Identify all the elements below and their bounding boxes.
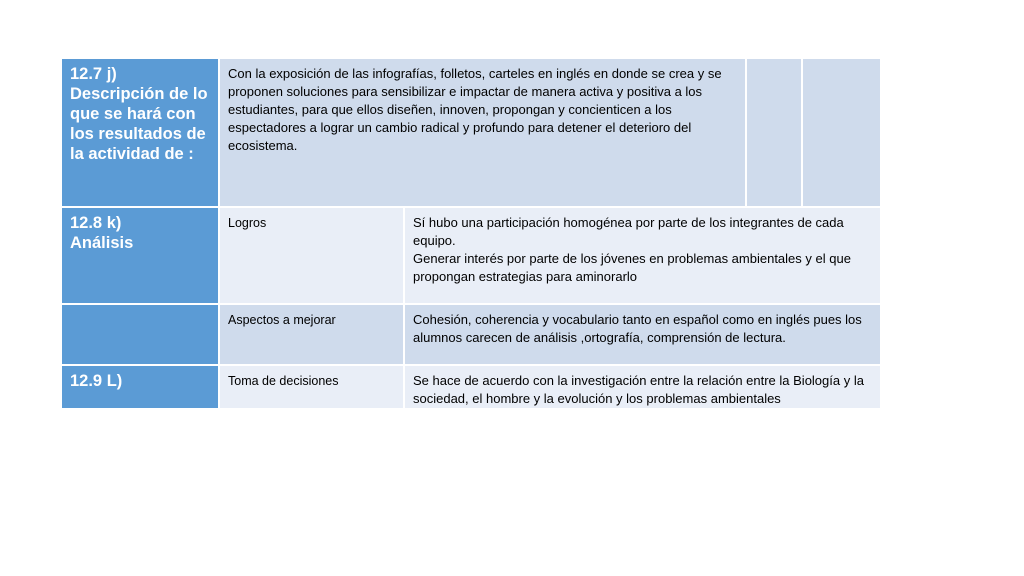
label-cell-logros: Logros <box>220 208 403 303</box>
empty-cell <box>747 59 801 206</box>
header-line: 12.8 k) <box>70 214 122 232</box>
label-cell-toma: Toma de decisiones <box>220 366 403 408</box>
row-header-12-9 <box>62 366 218 408</box>
empty-cell <box>803 59 880 206</box>
description-cell: Con la exposición de las infografías, folletos, carteles en inglés en donde se crea y se proponen soluciones para sensibilizar e impactar de manera activa y positiva a los estudiantes, para que ellos diseñen, innoven, propongan y concienticen a los espectadores a lograr un cambio radical y profundo para detener el deterioro del ecosistema. <box>220 59 745 206</box>
row-header-12-8 <box>62 208 218 303</box>
header-line: 12.7 j) <box>70 65 117 83</box>
header-line: que se hará con <box>70 105 196 123</box>
value-cell-logros <box>405 208 880 303</box>
header-line: los resultados de <box>70 125 206 143</box>
header-line: Análisis <box>70 234 134 252</box>
value-cell-toma: Se hace de acuerdo con la investigación entre la relación entre la Biología y la sociedad, el hombre y la evolución y los problemas ambientales <box>405 366 880 408</box>
activity-table <box>62 59 880 408</box>
header-line: Descripción de lo <box>70 85 208 103</box>
value-cell-aspectos: Cohesión, coherencia y vocabulario tanto en español como en inglés pues los alumnos carecen de análisis ,ortografía, comprensión de lectura. <box>405 305 880 364</box>
value-line: Sí hubo una participación homogénea por parte de los integrantes de cada equipo. <box>413 215 844 248</box>
header-line: la actividad de : <box>70 145 194 163</box>
value-line: Generar interés por parte de los jóvenes en problemas ambientales y el que propongan estrategias para aminorarlo <box>413 251 851 284</box>
header-line: 12.9 L) <box>70 372 123 390</box>
row-header-empty <box>62 305 218 364</box>
label-cell-aspectos: Aspectos a mejorar <box>220 305 403 364</box>
row-header-12-7 <box>62 59 218 206</box>
